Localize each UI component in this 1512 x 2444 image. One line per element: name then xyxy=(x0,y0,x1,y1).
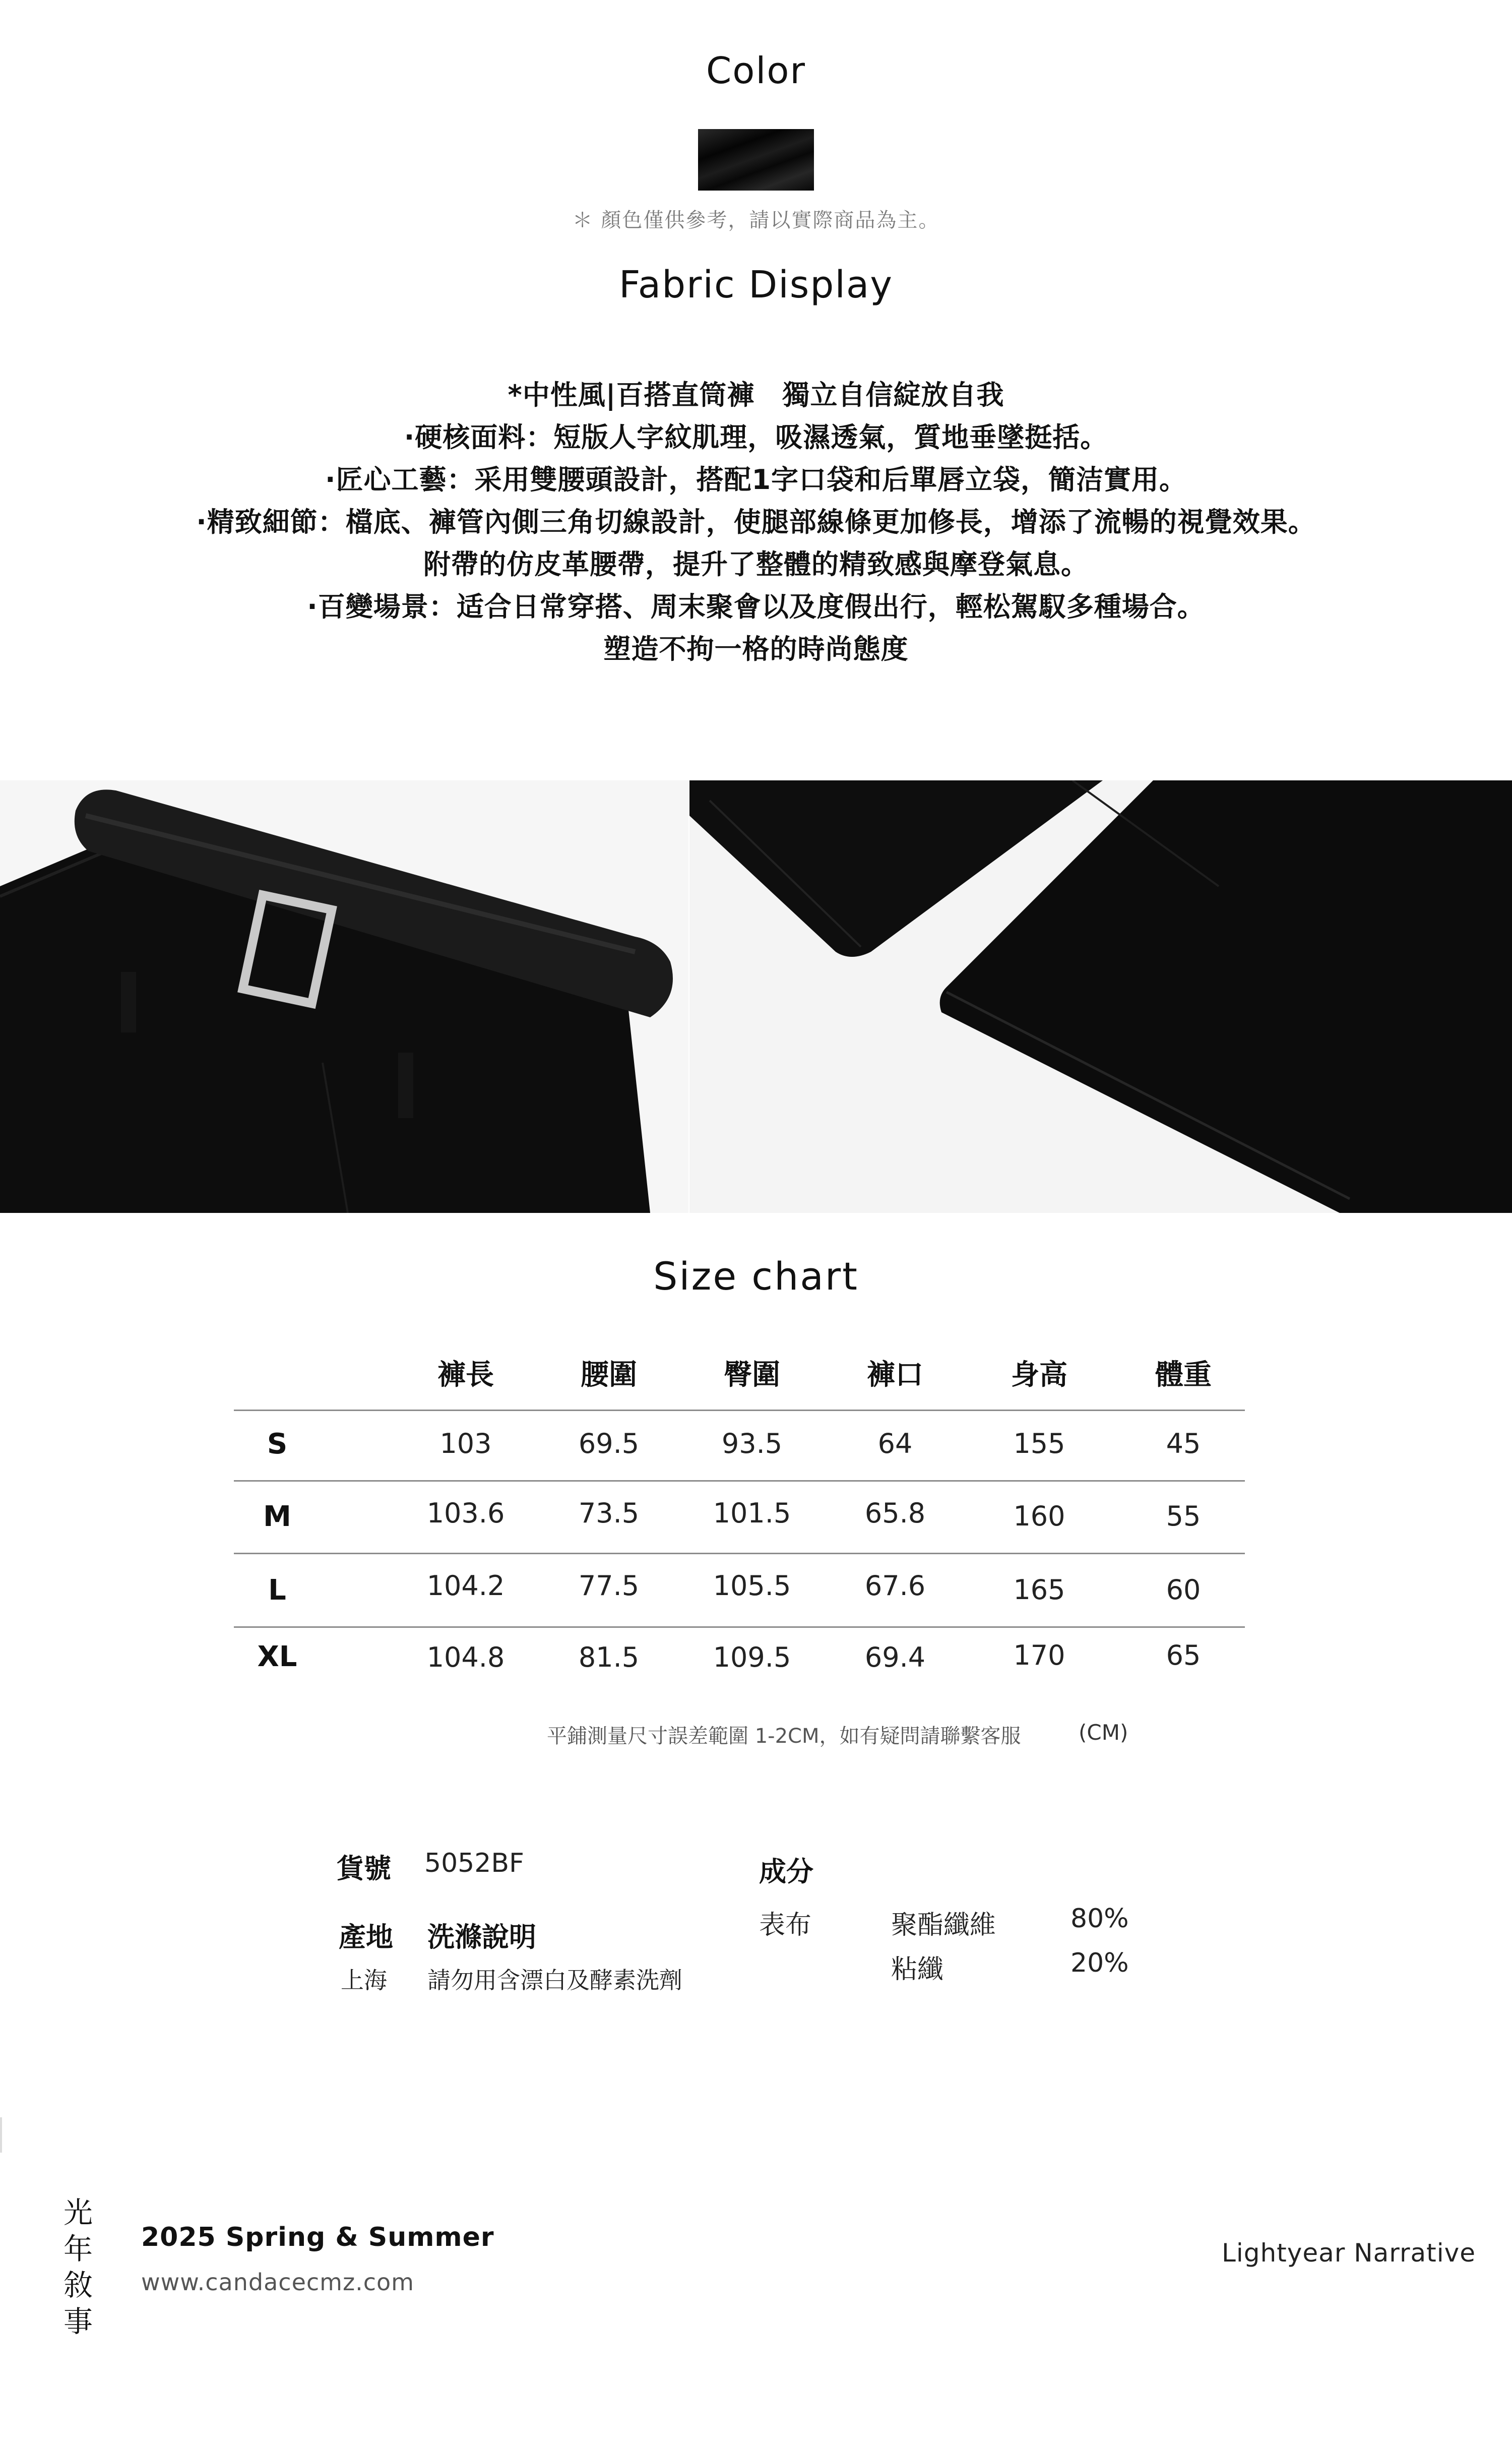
feature-craft: ·匠心工藝：采用雙腰頭設計，搭配1字口袋和后單唇立袋，簡洁實用。 xyxy=(325,464,1187,496)
color-disclaimer: ＊ 顏色僅供參考，請以實際商品為主。 xyxy=(572,209,940,232)
cell-waist: 77.5 xyxy=(578,1570,640,1602)
cell-height: 155 xyxy=(1013,1428,1065,1459)
cell-waist: 69.5 xyxy=(578,1428,640,1459)
cell-weight: 55 xyxy=(1166,1500,1201,1532)
cell-hip: 105.5 xyxy=(713,1570,791,1602)
hem-detail-photo xyxy=(689,780,1512,1213)
cell-waist: 73.5 xyxy=(578,1497,640,1529)
feature-headline: *中性風|百搭直筒褲 獨立自信綻放自我 xyxy=(508,379,1004,411)
measurement-unit: (CM) xyxy=(1079,1720,1128,1745)
cell-length: 103.6 xyxy=(426,1497,505,1529)
cell-hip: 109.5 xyxy=(713,1641,791,1673)
material-name: 聚酯纖維 xyxy=(891,1910,996,1940)
cell-waist: 81.5 xyxy=(578,1641,640,1673)
cell-weight: 65 xyxy=(1166,1639,1201,1671)
brand-tagline: Lightyear Narrative xyxy=(1222,2238,1476,2268)
color-swatch-black[interactable] xyxy=(698,129,814,191)
feature-scene: ·百變場景：适合日常穿搭、周末聚會以及度假出行，輕松駕馭多種場合。 xyxy=(307,591,1205,623)
wash-instructions-label: 洗滌說明 xyxy=(427,1921,536,1953)
size-label: L xyxy=(268,1574,286,1607)
row-divider xyxy=(234,1626,1245,1628)
feature-fabric: ·硬核面料：短版人字紋肌理，吸濕透氣，質地垂墜挺括。 xyxy=(404,421,1108,453)
row-divider xyxy=(234,1410,1245,1411)
cell-hem: 64 xyxy=(877,1428,913,1459)
website-link[interactable]: www.candacecmz.com xyxy=(141,2269,414,2296)
item-number: 5052BF xyxy=(424,1848,524,1878)
cell-hem: 69.4 xyxy=(864,1641,926,1673)
size-label: XL xyxy=(257,1640,297,1673)
material-name: 粘纖 xyxy=(891,1954,944,1985)
cell-hip: 101.5 xyxy=(713,1497,791,1529)
header-hip: 臀圍 xyxy=(724,1359,780,1391)
feature-detail: ·精致細節：檔底、褲管內側三角切線設計，使腿部線條更加修長，增添了流暢的視覺效果。 xyxy=(196,506,1316,538)
cell-height: 165 xyxy=(1013,1574,1065,1606)
brand-char: 年 xyxy=(64,2232,93,2266)
cell-hip: 93.5 xyxy=(721,1428,783,1459)
edge-mark xyxy=(0,2117,2,2153)
shell-fabric-label: 表布 xyxy=(759,1910,812,1940)
cell-height: 170 xyxy=(1013,1639,1065,1671)
season-label: 2025 Spring & Summer xyxy=(141,2222,494,2252)
row-divider xyxy=(234,1553,1245,1554)
row-divider xyxy=(234,1480,1245,1482)
header-waist: 腰圍 xyxy=(581,1359,637,1391)
origin-value: 上海 xyxy=(341,1967,387,1994)
brand-char: 敘 xyxy=(64,2268,93,2302)
header-weight: 體重 xyxy=(1155,1359,1212,1391)
cell-hem: 65.8 xyxy=(864,1497,926,1529)
measurement-note: 平鋪測量尺寸誤差範圍 1-2CM，如有疑問請聯繫客服 xyxy=(547,1725,1021,1748)
feature-belt: 附帶的仿皮革腰帶，提升了整體的精致感與摩登氣息。 xyxy=(423,548,1089,580)
size-chart-title: Size chart xyxy=(653,1254,859,1299)
fabric-display-title: Fabric Display xyxy=(618,263,894,307)
cell-weight: 60 xyxy=(1166,1574,1201,1606)
cell-weight: 45 xyxy=(1166,1428,1201,1459)
wash-instructions: 請勿用含漂白及酵素洗劑 xyxy=(427,1967,682,1994)
color-title: Color xyxy=(706,49,806,92)
item-number-label: 貨號 xyxy=(337,1853,391,1884)
brand-char: 光 xyxy=(64,2195,93,2230)
composition-label: 成分 xyxy=(759,1856,813,1887)
size-label: S xyxy=(267,1428,288,1460)
origin-label: 產地 xyxy=(339,1921,393,1953)
header-length: 褲長 xyxy=(437,1359,494,1391)
header-height: 身高 xyxy=(1011,1359,1067,1391)
cell-length: 104.2 xyxy=(426,1570,505,1602)
cell-hem: 67.6 xyxy=(864,1570,926,1602)
cell-height: 160 xyxy=(1013,1500,1065,1532)
belt-detail-photo xyxy=(0,780,688,1213)
brand-char: 事 xyxy=(64,2304,93,2339)
size-label: M xyxy=(263,1500,291,1533)
header-hem: 褲口 xyxy=(867,1359,923,1391)
material-percent: 20% xyxy=(1070,1948,1129,1978)
feature-attitude: 塑造不拘一格的時尚態度 xyxy=(603,633,909,665)
cell-length: 104.8 xyxy=(426,1641,505,1673)
cell-length: 103 xyxy=(439,1428,492,1459)
material-percent: 80% xyxy=(1070,1904,1129,1934)
